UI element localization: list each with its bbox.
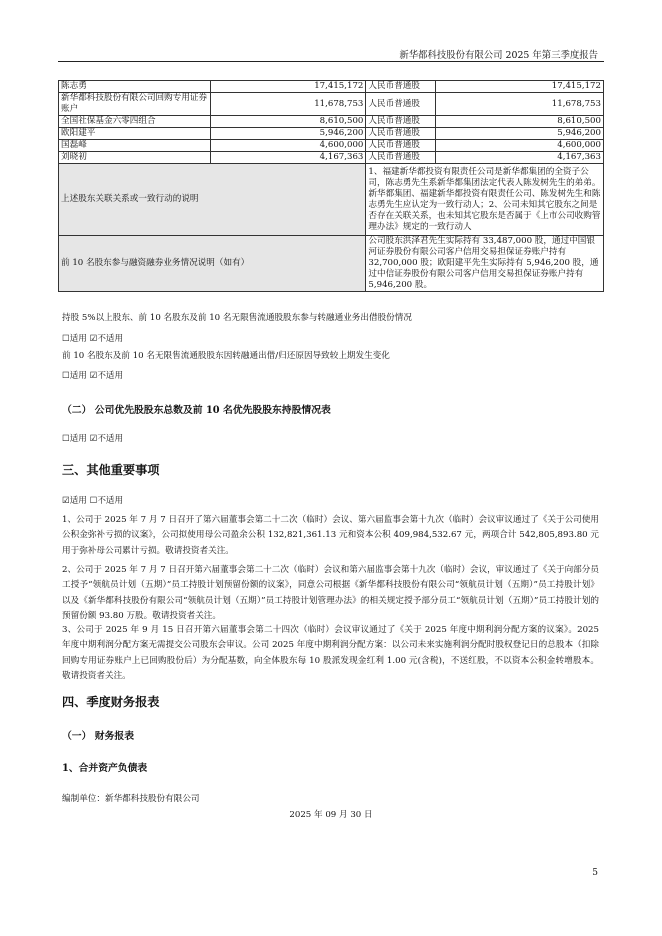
share-count: 17,415,172 xyxy=(210,81,366,93)
shareholders-table xyxy=(58,80,604,292)
shareholder-name: 全国社保基金六零四组合 xyxy=(59,116,211,128)
share-count: 5,946,200 xyxy=(210,128,366,140)
lending-note: 持股 5%以上股东、前 10 名股东及前 10 名无限售流通股股东参与转融通业务出借股份情况 xyxy=(62,313,412,323)
share-type: 人民币普通股 xyxy=(366,81,436,93)
applicability-check: ☐适用 ☑不适用 xyxy=(62,371,124,381)
financial-statements-title: （一） 财务报表 xyxy=(62,731,134,742)
shareholder-name: 国磊峰 xyxy=(59,140,211,152)
report-header-title: 新华都科技股份有限公司 2025 年第三季度报告 xyxy=(399,50,598,61)
share-count: 4,600,000 xyxy=(210,140,366,152)
table-row xyxy=(59,93,604,116)
shareholder-name: 欧阳建平 xyxy=(59,128,211,140)
shareholder-name: 刘晓初 xyxy=(59,152,211,164)
item-3-paragraph: 3、公司于 2025 年 9 月 15 日召开第六届董事会第二十四次（临时）会议审议通过了《关于 2025 年度中期利润分配方案的议案》。2025 年度中期利润分配方案无需提交公司股东会审议。公司 2025 年度中期利润分配方案：以公司未来实施利润分配时股权登记日的总股本（扣除回购专用证券账户上已回购股份后）为分配基数，向全体股东每 10 股派发现金红利 1.00 元(含税)，不送红股，不以资本公积金转增股本。敬请投资者关注。 xyxy=(62,625,599,681)
share-count: 11,678,753 xyxy=(210,93,366,116)
table-row xyxy=(59,116,604,128)
section-3-title: 三、其他重要事项 xyxy=(62,463,160,477)
share-type-count: 4,600,000 xyxy=(436,140,604,152)
table-row xyxy=(59,128,604,140)
share-type: 人民币普通股 xyxy=(366,152,436,164)
table-row xyxy=(59,236,604,292)
share-count: 4,167,363 xyxy=(210,152,366,164)
share-type-count: 11,678,753 xyxy=(436,93,604,116)
margin-trading-text: 公司股东洪泽君先生实际持有 33,487,000 股，通过中国银河证券股份有限公司客户信用交易担保证券账户持有 32,700,000 股；欧阳建平先生实际持有 5,946,200 股，通过中信证券股份有限公司客户信用交易担保证券账户持有 5,946,200 股。 xyxy=(366,236,604,292)
share-type-count: 8,610,500 xyxy=(436,116,604,128)
compiler-unit: 编制单位：新华都科技股份有限公司 xyxy=(62,794,200,804)
table-row xyxy=(59,140,604,152)
shareholder-name: 新华都科技股份有限公司回购专用证券账户 xyxy=(59,93,211,116)
applicability-check: ☑适用 ☐不适用 xyxy=(62,496,124,506)
share-type: 人民币普通股 xyxy=(366,128,436,140)
table-row xyxy=(59,81,604,93)
section-preferred-shareholders: （二） 公司优先股股东总数及前 10 名优先股股东持股情况表 xyxy=(62,405,331,416)
share-type: 人民币普通股 xyxy=(366,116,436,128)
share-type-count: 5,946,200 xyxy=(436,128,604,140)
section-4-title: 四、季度财务报表 xyxy=(62,695,160,709)
table-row xyxy=(59,152,604,164)
header-divider xyxy=(58,61,604,62)
change-note: 前 10 名股东及前 10 名无限售流通股股东因转融通出借/归还原因导致较上期发生变化 xyxy=(62,351,390,361)
share-count: 8,610,500 xyxy=(210,116,366,128)
share-type: 人民币普通股 xyxy=(366,140,436,152)
item-2-paragraph: 2、公司于 2025 年 7 月 7 日召开第六届董事会第二十二次（临时）会议和第六届监事会第十九次（临时）会议，审议通过了《关于向部分员工授予“领航员计划（五期）”员工持股计划预留份额的议案》，同意公司根据《新华都科技股份有限公司“领航员计划（五期）”员工持股计划》以及《新华都科技股份有限公司“领航员计划（五期）”员工持股计划管理办法》的相关规定授予部分员工“领航员计划（五期）”员工持股计划的预留份额 93.80 万股。敬请投资者关注。 xyxy=(62,565,599,621)
margin-trading-label: 前 10 名股东参与融资融券业务情况说明（如有） xyxy=(59,236,366,292)
share-type: 人民币普通股 xyxy=(366,93,436,116)
share-type-count: 4,167,363 xyxy=(436,152,604,164)
balance-sheet-title: 1、合并资产负债表 xyxy=(62,763,148,774)
applicability-check: ☐适用 ☑不适用 xyxy=(62,334,124,344)
report-date: 2025 年 09 月 30 日 xyxy=(289,810,373,820)
table-row xyxy=(59,164,604,236)
relation-label: 上述股东关联关系或一致行动的说明 xyxy=(59,164,366,236)
applicability-check: ☐适用 ☑不适用 xyxy=(62,434,124,444)
relation-text: 1、福建新华都投资有限责任公司是新华都集团的全资子公司，陈志勇先生系新华都集团法定代表人陈发树先生的弟弟。新华都集团、福建新华都投资有限责任公司、陈发树先生和陈志勇先生应认定为一致行动人；2、公司未知其它股东之间是否存在关联关系，也未知其它股东是否属于《上市公司收购管理办法》规定的一致行动人 xyxy=(366,164,604,236)
shareholder-name: 陈志勇 xyxy=(59,81,211,93)
share-type-count: 17,415,172 xyxy=(436,81,604,93)
item-1-paragraph: 1、公司于 2025 年 7 月 7 日召开了第六届董事会第二十二次（临时）会议、第六届监事会第十九次（临时）会议审议通过了《关于公司使用公积金弥补亏损的议案》，公司拟使用母公司盈余公积 132,821,361.13 元和资本公积 409,984,532.67 元，两项合计 542,805,893.80 元用于弥补母公司累计亏损。敬请投资者关注。 xyxy=(62,515,599,556)
page-number: 5 xyxy=(592,868,598,878)
